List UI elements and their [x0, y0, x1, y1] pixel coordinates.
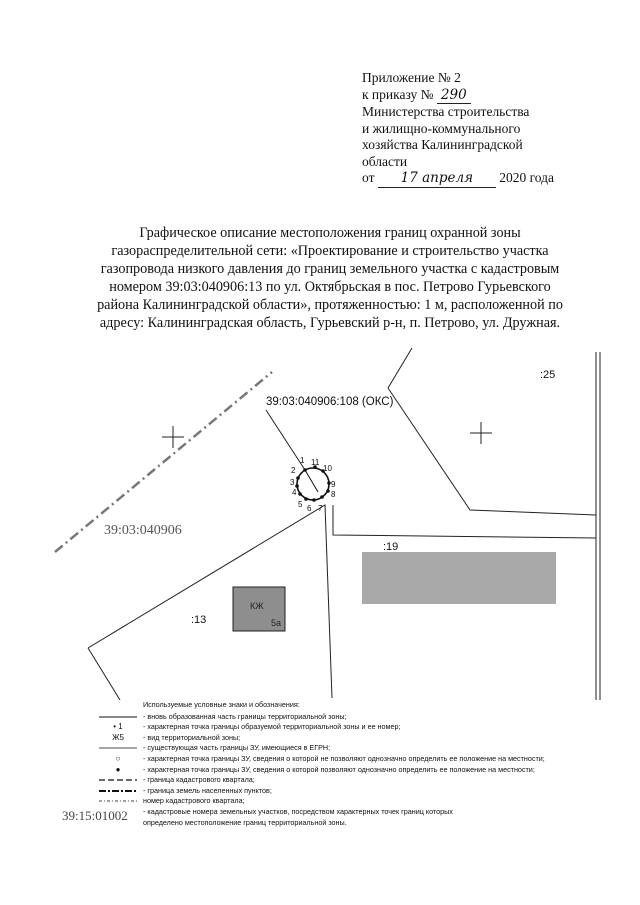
point-4: 4	[292, 488, 297, 497]
ministry-line-1: Министерства строительства	[362, 104, 530, 119]
point-1: 1	[300, 456, 305, 465]
date-handwritten: 17 апреля	[378, 170, 496, 188]
legend-row: определено местоположение границ территориальной зоны.	[143, 817, 347, 827]
legend-quarter-number-icon	[97, 796, 139, 806]
legend-quarter-border-icon	[97, 775, 139, 785]
legend-row: - граница земель населенных пунктов;	[97, 786, 617, 797]
ministry-line-4: области	[362, 153, 408, 169]
building-label: КЖ	[250, 601, 264, 611]
ministry-line-2: и жилищно-коммунального	[362, 120, 521, 136]
date-prefix: от	[362, 170, 375, 185]
point-2: 2	[291, 466, 296, 475]
legend-filled-point-icon: ●	[115, 764, 121, 774]
quarter-number: 39:03:040906	[104, 523, 182, 538]
title-line-4: номером 39:03:040906:13 по ул. Октябрьская в пос. Петрово Гурьевского	[109, 279, 551, 295]
parcel-25-border	[388, 348, 412, 388]
building-tag: 5а	[271, 618, 282, 628]
order-prefix: к приказу №	[362, 86, 434, 102]
order-number-handwritten: 290	[437, 87, 471, 105]
parcel-19-label: :19	[383, 541, 399, 553]
legend-row: - вновь образованная часть границы территориальной зоны;	[97, 712, 617, 723]
legend-row: ○ - характерная точка границы ЗУ, сведения о которой не позволяют однозначно определить ее положение на местности;	[97, 754, 617, 765]
legend-row: - граница кадастрового квартала;	[97, 775, 617, 786]
legend-row: - кадастровые номера земельных участков, посредством характерных точек границ которых	[143, 806, 453, 816]
parcel-19-border	[333, 505, 596, 538]
legend-zone-type-icon: Ж5	[112, 732, 124, 742]
point-3: 3	[290, 478, 295, 487]
legend-settlement-border-icon	[97, 786, 139, 796]
ministry-line-3: хозяйства Калининградской	[362, 137, 523, 152]
point-5: 5	[298, 500, 303, 509]
title-line-5: района Калининградской области», протяженностью: 1 м, расположенной по	[97, 297, 563, 313]
hatched-parcel	[362, 552, 556, 604]
point-11: 11	[311, 458, 320, 467]
title-line-3: газопровода низкого давления до границ земельного участка с кадастровым	[100, 261, 560, 277]
legend-row: ● - характерная точка границы ЗУ, сведения о которой позволяют однозначно определить ее положение на местности;	[97, 765, 617, 776]
oks-label: 39:03:040906:108 (ОКС)	[266, 396, 394, 408]
point-10: 10	[323, 464, 332, 473]
legend-row: - существующая часть границы ЗУ, имеющиеся в ЕГРН;	[97, 743, 617, 754]
appendix-title: Приложение № 2	[362, 70, 461, 85]
cadastral-number-2: 39:15:01002	[62, 808, 128, 823]
document-title	[60, 224, 600, 332]
legend-point-icon: • 1	[113, 722, 123, 732]
title-line-2: газораспределительной сети: «Проектирование и строительство участка	[111, 243, 549, 259]
appendix-block	[362, 70, 622, 188]
grid-cross-left	[162, 426, 184, 448]
legend-existing-border-icon	[97, 743, 139, 753]
date-year: 2020 года	[499, 170, 555, 185]
point-7: 7	[318, 504, 323, 513]
title-line-6: адресу: Калининградская область, Гурьевский р-н, п. Петрово, ул. Дружная.	[99, 315, 561, 331]
point-8: 8	[331, 490, 336, 499]
parcel-13-label: :13	[191, 614, 207, 626]
date-line	[362, 170, 622, 188]
legend-new-border-icon	[97, 712, 139, 722]
order-number-line	[362, 87, 622, 105]
title-line-1: Графическое описание местоположения границ охранной зоны	[139, 225, 521, 241]
legend-row: номер кадастрового квартала;	[97, 796, 617, 807]
legend-open-point-icon: ○	[115, 753, 121, 763]
legend-header: Используемые условные знаки и обозначения:	[143, 700, 300, 709]
legend	[97, 700, 617, 828]
legend-row: Ж5 - вид территориальной зоны;	[97, 733, 617, 744]
legend-row: • 1 - характерная точка границы образуемой территориальной зоны и ее номер;	[97, 722, 617, 733]
grid-cross-right	[470, 422, 492, 444]
point-9: 9	[331, 480, 336, 489]
point-6: 6	[307, 504, 312, 513]
parcel-25-label: :25	[540, 369, 556, 381]
